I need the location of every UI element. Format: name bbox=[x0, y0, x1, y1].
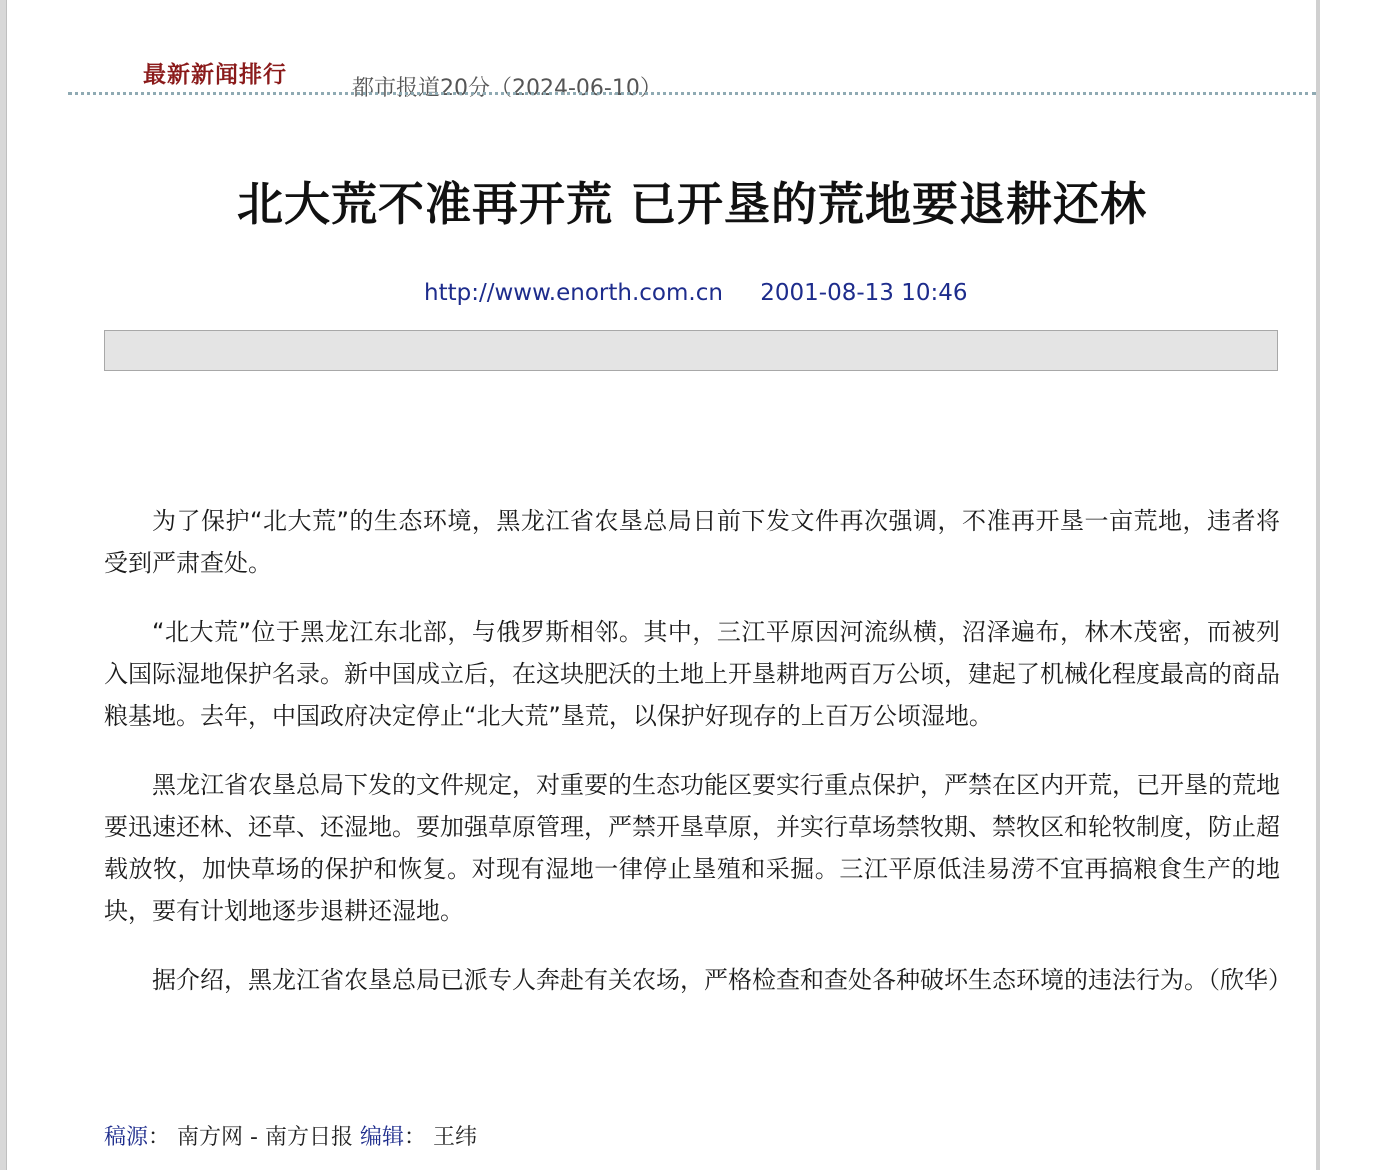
source-colon: ： bbox=[148, 1125, 171, 1150]
editor-value: 王纬 bbox=[433, 1125, 478, 1150]
article-meta bbox=[424, 280, 968, 306]
source-label: 稿源 bbox=[104, 1125, 149, 1150]
article-paragraph: 据介绍，黑龙江省农垦总局已派专人奔赴有关农场，严格检查和查处各种破坏生态环境的违法行为。（欣华） bbox=[152, 966, 1292, 994]
article-paragraph: 黑龙江省农垦总局下发的文件规定，对重要的生态功能区要实行重点保护，严禁在区内开荒，已开垦的荒地要迅速还林、还草、还湿地。要加强草原管理，严禁开垦草原，并实行草场禁牧期、禁牧区和轮牧制度，防止超载放牧，加快草场的保护和恢复。对现有湿地一律停止垦殖和采掘。三江平原低洼易涝不宜再搞粮食生产的地块，要有计划地逐步退耕还湿地。 bbox=[104, 771, 1280, 925]
source-url-link[interactable]: http://www.enorth.com.cn bbox=[424, 280, 723, 306]
article-body bbox=[104, 500, 1292, 1028]
latest-news-ranking-link[interactable]: 最新新闻排行 bbox=[143, 62, 287, 88]
source-value: 南方网 - 南方日报 bbox=[177, 1125, 353, 1150]
article-paragraph: “北大荒”位于黑龙江东北部，与俄罗斯相邻。其中，三江平原因河流纵横，沼泽遍布，林木茂密，而被列入国际湿地保护名录。新中国成立后，在这块肥沃的土地上开垦耕地两百万公顷，建起了机械化程度最高的商品粮基地。去年，中国政府决定停止“北大荒”垦荒，以保护好现存的上百万公顷湿地。 bbox=[104, 618, 1280, 730]
source-editor-line bbox=[104, 1120, 477, 1151]
article-paragraph: 为了保护“北大荒”的生态环境，黑龙江省农垦总局日前下发文件再次强调，不准再开垦一亩荒地，违者将受到严肃查处。 bbox=[104, 507, 1280, 577]
editor-colon: ： bbox=[403, 1125, 426, 1150]
article-title: 北大荒不准再开荒 已开垦的荒地要退耕还林 bbox=[236, 177, 1147, 231]
gray-banner-bar bbox=[104, 330, 1278, 371]
dotted-divider bbox=[68, 92, 1316, 95]
editor-label: 编辑 bbox=[359, 1125, 404, 1150]
publish-datetime: 2001-08-13 10:46 bbox=[760, 280, 968, 306]
clipped-ranking-item[interactable] bbox=[352, 74, 672, 101]
clipped-ranking-item-text: 都市报道20分（2024-06-10） bbox=[352, 76, 662, 101]
